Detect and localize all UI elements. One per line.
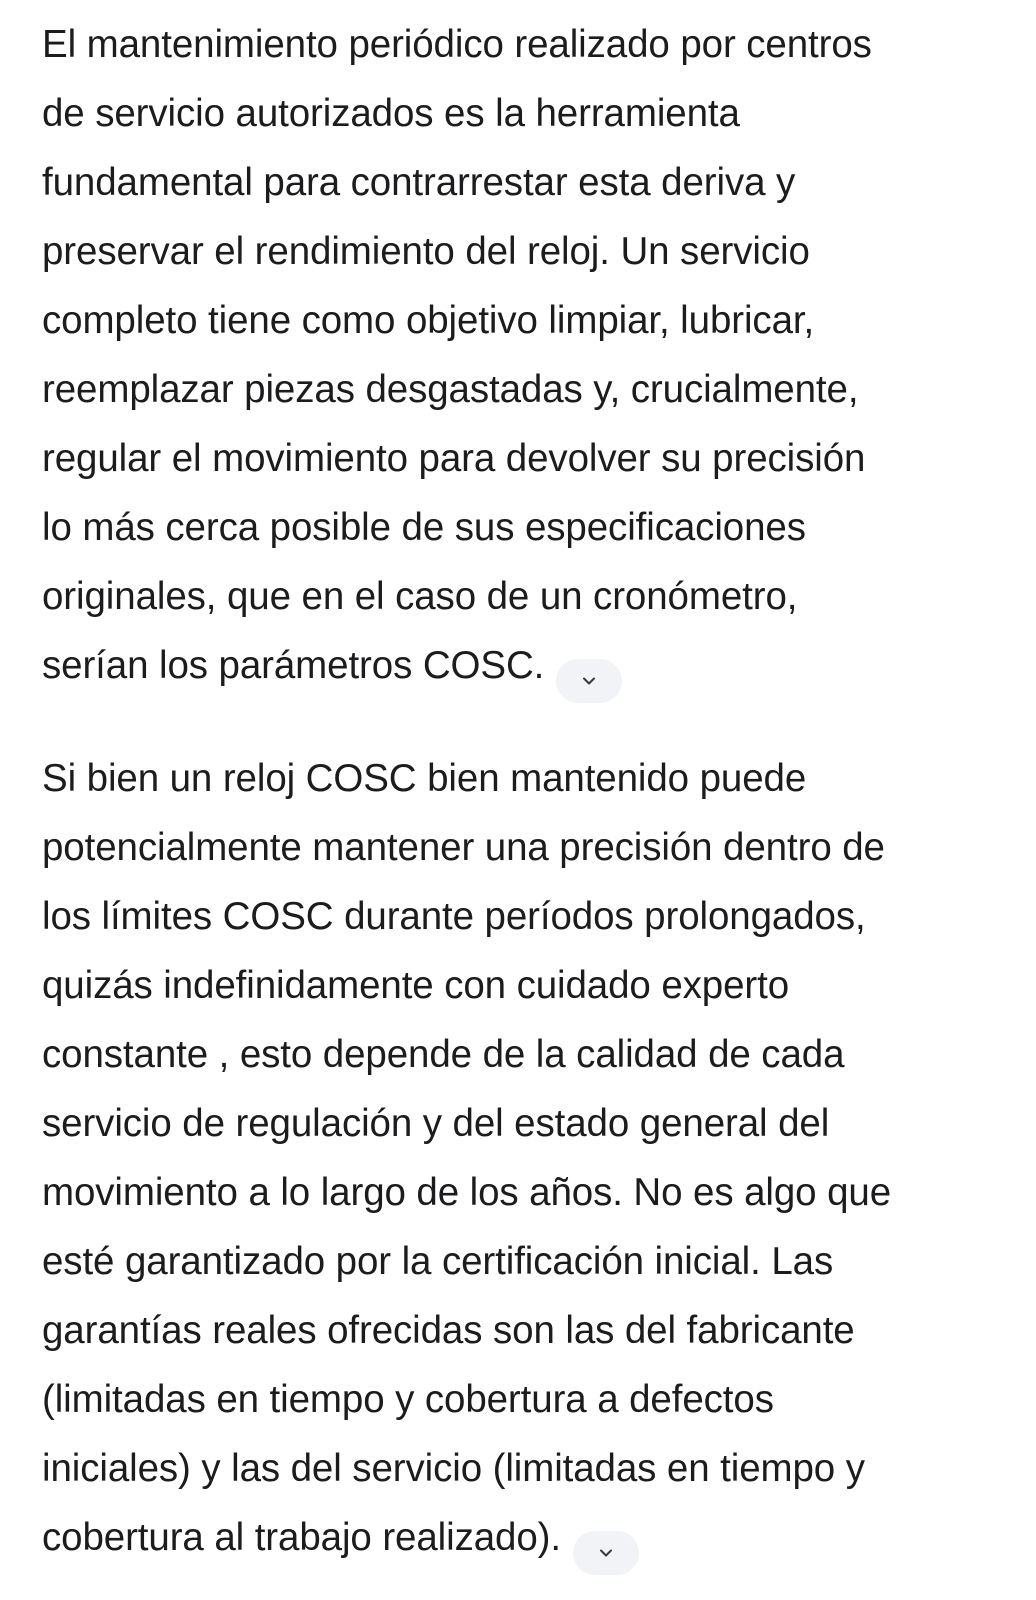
text-line: servicio de regulación y del estado general del (42, 1102, 830, 1145)
text-line: movimiento a lo largo de los años. No es algo que (42, 1171, 892, 1214)
text-line: regular el movimiento para devolver su precisión (42, 437, 866, 480)
text-line: El mantenimiento periódico realizado por centros (42, 23, 872, 66)
text-line: garantías reales ofrecidas son las del fabricante (42, 1309, 855, 1352)
text-line: originales, que en el caso de un cronómetro, (42, 575, 798, 618)
text-line: preservar el rendimiento del reloj. Un servicio (42, 230, 810, 273)
chevron-down-icon (598, 1548, 614, 1558)
text-line: completo tiene como objetivo limpiar, lubricar, (42, 299, 815, 342)
text-line: reemplazar piezas desgastadas y, crucialmente, (42, 368, 859, 411)
text-line: constante , esto depende de la calidad de cada (42, 1033, 845, 1076)
text-line: potencialmente mantener una precisión dentro de (42, 826, 885, 869)
text-line: los límites COSC durante períodos prolongados, (42, 895, 866, 938)
text-line: Si bien un reloj COSC bien mantenido puede (42, 757, 807, 800)
text-line: quizás indefinidamente con cuidado experto (42, 964, 790, 1007)
text-line: fundamental para contrarrestar esta deriva y (42, 161, 796, 204)
text-line-content: cobertura al trabajo realizado). (42, 1516, 561, 1559)
text-line: esté garantizado por la certificación inicial. Las (42, 1240, 834, 1283)
text-line: iniciales) y las del servicio (limitadas en tiempo y (42, 1447, 865, 1490)
chevron-down-icon (581, 676, 597, 686)
paragraph-cosc-precision (42, 744, 1002, 1575)
text-line-last (42, 1503, 1002, 1575)
text-line-last (42, 631, 1002, 703)
response-text (42, 10, 1002, 1575)
text-line-content: serían los parámetros COSC. (42, 644, 545, 687)
paragraph-maintenance (42, 10, 1002, 703)
text-line: de servicio autorizados es la herramienta (42, 92, 740, 135)
expand-sources-button[interactable] (556, 659, 622, 703)
text-line: (limitadas en tiempo y cobertura a defectos (42, 1378, 774, 1421)
expand-sources-button[interactable] (573, 1531, 639, 1575)
text-line: lo más cerca posible de sus especificaciones (42, 506, 806, 549)
